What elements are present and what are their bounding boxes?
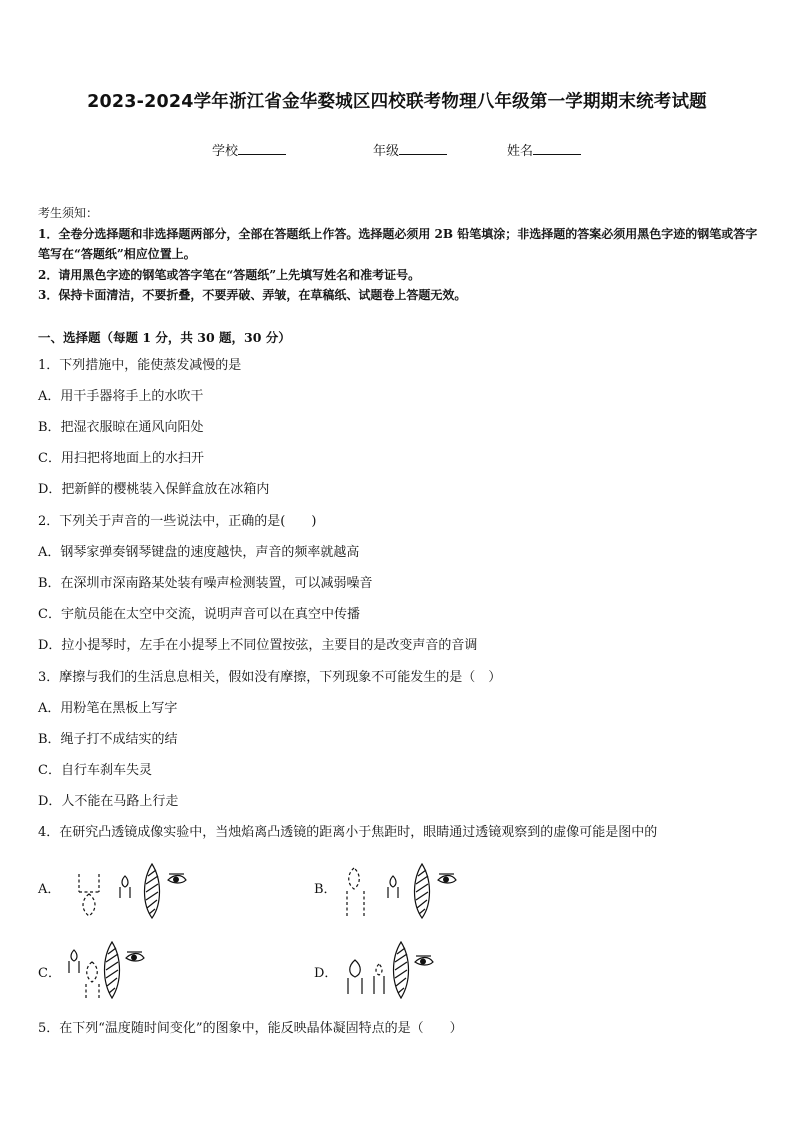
virtual-candle-image — [347, 868, 364, 916]
question-stem: 5．在下列“温度随时间变化”的图象中，能反映晶体凝固特点的是（ ） — [38, 1021, 463, 1036]
eye-icon — [168, 874, 186, 883]
eye-icon — [415, 956, 433, 965]
convex-lens — [105, 942, 120, 998]
answer-option[interactable]: C．自行车刹车失灵 — [38, 763, 152, 778]
answer-option[interactable]: D．拉小提琴时，左手在小提琴上不同位置按弦，主要目的是改变声音的音调 — [38, 638, 478, 653]
lens-diagram-b — [342, 862, 472, 922]
notice-item: 2．请用黑色字迹的钢笔或答字笔在“答题纸”上先填写姓名和准考证号。 — [38, 267, 421, 282]
answer-option[interactable]: D．人不能在马路上行走 — [38, 794, 179, 809]
notice-item: 3．保持卡面清洁，不要折叠，不要弄破、弄皱，在草稿纸、试题卷上答题无效。 — [38, 288, 467, 302]
virtual-candle-image — [86, 962, 99, 1000]
answer-option[interactable]: B．绳子打不成结实的结 — [38, 732, 178, 747]
exam-title: 2023-2024学年浙江省金华婺城区四校联考物理八年级第一学期期末统考试题 — [87, 92, 707, 112]
convex-lens — [145, 864, 160, 918]
lens-diagram-d — [344, 942, 444, 1004]
candle — [69, 950, 79, 973]
name-label: 姓名 — [507, 144, 534, 159]
candle — [120, 876, 130, 898]
answer-option[interactable]: B．把湿衣服晾在通风向阳处 — [38, 420, 204, 435]
lens-diagram-c — [62, 942, 162, 1004]
question-stem: 1．下列措施中，能使蒸发减慢的是 — [38, 358, 242, 373]
virtual-candle-image — [376, 964, 382, 975]
name-blank[interactable] — [533, 143, 581, 155]
exam-notice — [38, 203, 760, 306]
answer-option[interactable]: B． — [314, 882, 337, 897]
school-label: 学校 — [212, 144, 239, 159]
candle — [348, 960, 362, 994]
answer-option[interactable]: A．用干手器将手上的水吹干 — [38, 389, 204, 404]
notice-heading: 考生须知： — [38, 206, 99, 220]
candle — [374, 976, 384, 994]
answer-option[interactable]: C．宇航员能在太空中交流，说明声音可以在真空中传播 — [38, 607, 360, 622]
answer-option[interactable]: A．钢琴家弹奏钢琴键盘的速度越快，声音的频率就越高 — [38, 545, 360, 560]
notice-item: 1．全卷分选择题和非选择题两部分，全部在答题纸上作答。选择题必须用 2B 铅笔填涂；非选择题的答案必须用黑色字迹的钢笔或答字笔写在“答题纸”相应位置上。 — [38, 226, 758, 261]
student-info-row — [0, 140, 794, 160]
question-stem: 4．在研究凸透镜成像实验中，当烛焰离凸透镜的距离小于焦距时，眼睛通过透镜观察到的虚像可能是图中的 — [38, 825, 658, 840]
answer-option[interactable]: C．用扫把将地面上的水扫开 — [38, 451, 204, 466]
answer-option[interactable]: A．用粉笔在黑板上写字 — [38, 701, 178, 716]
lens-diagram-a — [70, 862, 200, 922]
grade-field[interactable] — [373, 140, 447, 159]
answer-option[interactable]: C． — [38, 966, 61, 981]
virtual-candle-image — [79, 874, 99, 916]
school-blank[interactable] — [238, 143, 286, 155]
answer-option[interactable]: A． — [38, 882, 61, 897]
grade-label: 年级 — [373, 144, 400, 159]
question-stem: 3．摩擦与我们的生活息息相关，假如没有摩擦，下列现象不可能发生的是（ ） — [38, 670, 502, 685]
answer-option[interactable]: D． — [314, 966, 338, 981]
answer-option[interactable]: D．把新鲜的樱桃装入保鲜盒放在冰箱内 — [38, 482, 270, 497]
candle — [388, 876, 398, 898]
school-field[interactable] — [212, 140, 286, 159]
name-field[interactable] — [507, 140, 581, 159]
answer-option[interactable]: B．在深圳市深南路某处装有噪声检测装置，可以减弱噪音 — [38, 576, 373, 591]
section-heading: 一、选择题（每题 1 分，共 30 题，30 分） — [38, 330, 291, 345]
question-stem: 2．下列关于声音的一些说法中，正确的是( ) — [38, 514, 317, 529]
eye-icon — [126, 952, 144, 961]
eye-icon — [438, 874, 456, 883]
convex-lens — [394, 942, 409, 998]
grade-blank[interactable] — [399, 143, 447, 155]
convex-lens — [415, 864, 430, 918]
